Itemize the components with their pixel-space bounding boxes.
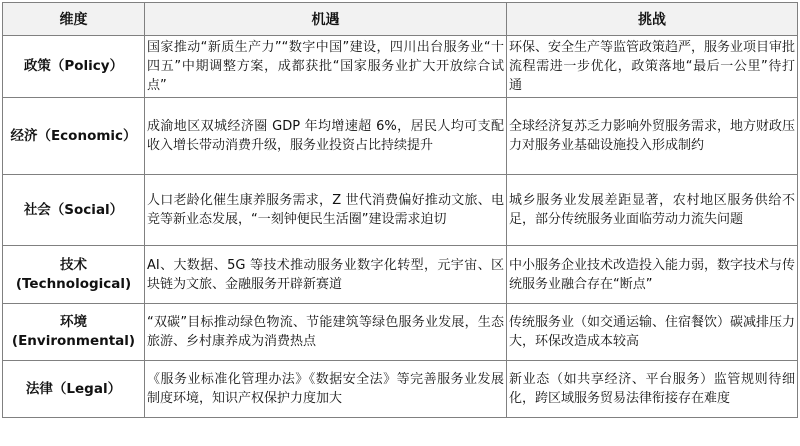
- challenge-cell: 中小服务企业技术改造投入能力弱，数字技术与传统服务业融合存在“断点”: [507, 246, 798, 304]
- challenge-cell: 新业态（如共享经济、平台服务）监管规则待细化，跨区域服务贸易法律衔接存在难度: [507, 361, 798, 418]
- dimension-label-en: (Technological): [15, 275, 132, 292]
- dimension-label: 技术: [60, 256, 87, 273]
- dimension-cell: 政策（Policy）: [3, 36, 145, 98]
- challenge-cell: 传统服务业（如交通运输、住宿餐饮）碳减排压力大，环保改造成本较高: [507, 304, 798, 361]
- opportunity-cell: “双碳”目标推动绿色物流、节能建筑等绿色服务业发展，生态旅游、乡村康养成为消费热点: [145, 304, 507, 361]
- table-header-row: [3, 3, 798, 36]
- dimension-label-en: (Environmental): [11, 333, 136, 349]
- table-row: [3, 98, 798, 175]
- table-row: [3, 175, 798, 246]
- opportunity-cell: AI、大数据、5G 等技术推动服务业数字化转型，元宇宙、区块链为文旅、金融服务开辟新赛道: [145, 246, 507, 304]
- dimension-cell: [3, 304, 145, 361]
- dimension-cell: [3, 246, 145, 304]
- dimension-cell: 社会（Social）: [3, 175, 145, 246]
- dimension-cell: 经济（Economic）: [3, 98, 145, 175]
- opportunity-cell: 国家推动“新质生产力”“数字中国”建设，四川出台服务业“十四五”中期调整方案，成都获批“国家服务业扩大开放综合试点”: [145, 36, 507, 98]
- opportunity-cell: 成渝地区双城经济圈 GDP 年均增速超 6%，居民人均可支配收入增长带动消费升级，服务业投资占比持续提升: [145, 98, 507, 175]
- challenge-cell: 全球经济复苏乏力影响外贸服务需求，地方财政压力对服务业基础设施投入形成制约: [507, 98, 798, 175]
- header-challenge: 挑战: [507, 3, 798, 36]
- table-row: [3, 246, 798, 304]
- table-row: [3, 36, 798, 98]
- table-row: [3, 361, 798, 418]
- challenge-cell: 环保、安全生产等监管政策趋严，服务业项目审批流程需进一步优化，政策落地“最后一公里”待打通: [507, 36, 798, 98]
- dimension-cell: 法律（Legal）: [3, 361, 145, 418]
- pest-analysis-table: [2, 2, 798, 418]
- header-opportunity: 机遇: [145, 3, 507, 36]
- challenge-cell: 城乡服务业发展差距显著，农村地区服务供给不足，部分传统服务业面临劳动力流失问题: [507, 175, 798, 246]
- opportunity-cell: 《服务业标准化管理办法》《数据安全法》等完善服务业发展制度环境，知识产权保护力度加大: [145, 361, 507, 418]
- dimension-label: 环境: [60, 314, 87, 330]
- table-row: [3, 304, 798, 361]
- header-dimension: 维度: [3, 3, 145, 36]
- opportunity-cell: 人口老龄化催生康养服务需求，Z 世代消费偏好推动文旅、电竞等新业态发展，“一刻钟便民生活圈”建设需求迫切: [145, 175, 507, 246]
